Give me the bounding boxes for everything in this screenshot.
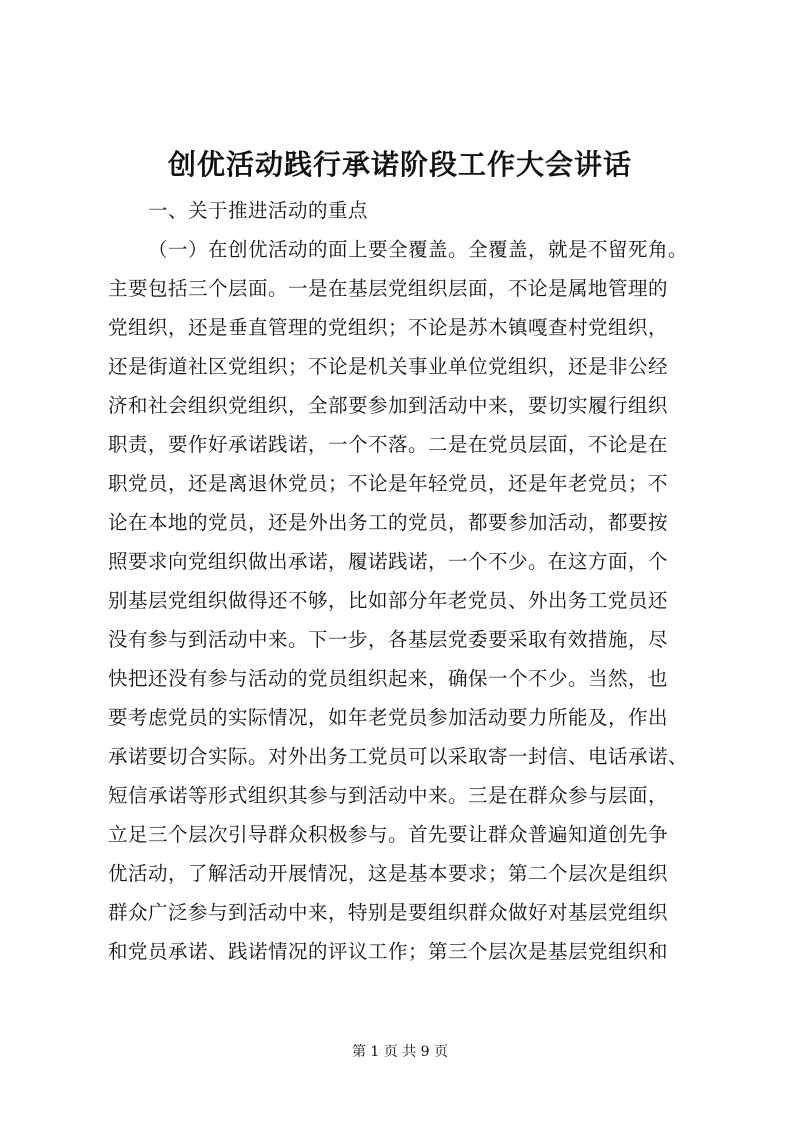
paragraph-line: 没有参与到活动中来。下一步，各基层党委要采取有效措施，尽: [108, 628, 669, 651]
paragraph-line: （一）在创优活动的面上要全覆盖。全覆盖，就是不留死角。: [148, 238, 689, 261]
paragraph-line: 职责，要作好承诺践诺，一个不落。二是在党员层面，不论是在: [108, 433, 669, 456]
paragraph-line: 承诺要切合实际。对外出务工党员可以采取寄一封信、电话承诺、: [108, 745, 689, 768]
paragraph-line: 党组织，还是垂直管理的党组织；不论是苏木镇嘎查村党组织，: [108, 316, 669, 339]
paragraph-line: 别基层党组织做得还不够，比如部分年老党员、外出务工党员还: [108, 589, 669, 612]
paragraph-line: 和党员承诺、践诺情况的评议工作；第三个层次是基层党组织和: [108, 940, 669, 963]
paragraph-line: 群众广泛参与到活动中来，特别是要组织群众做好对基层党组织: [108, 901, 669, 924]
paragraph-line: 快把还没有参与活动的党员组织起来，确保一个不少。当然，也: [108, 667, 669, 690]
paragraph-line: 优活动，了解活动开展情况，这是基本要求；第二个层次是组织: [108, 862, 669, 885]
document-title: 创优活动践行承诺阶段工作大会讲话: [167, 148, 632, 181]
page-number-footer: 第 1 页 共 9 页: [351, 1044, 449, 1060]
paragraph-line: 要考虑党员的实际情况，如年老党员参加活动要力所能及，作出: [108, 706, 669, 729]
paragraph-line: 立足三个层次引导群众积极参与。首先要让群众普遍知道创先争: [108, 823, 669, 846]
paragraph-line: 照要求向党组织做出承诺，履诺践诺，一个不少。在这方面，个: [108, 550, 669, 573]
paragraph-line: 还是街道社区党组织；不论是机关事业单位党组织，还是非公经: [108, 355, 669, 378]
paragraph-line: 职党员，还是离退休党员；不论是年轻党员，还是年老党员；不: [108, 472, 669, 495]
section-heading: 一、关于推进活动的重点: [148, 199, 369, 222]
paragraph-line: 主要包括三个层面。一是在基层党组织层面，不论是属地管理的: [108, 277, 669, 300]
paragraph-line: 短信承诺等形式组织其参与到活动中来。三是在群众参与层面，: [108, 784, 669, 807]
paragraph-line: 济和社会组织党组织，全部要参加到活动中来，要切实履行组织: [108, 394, 669, 417]
paragraph-line: 论在本地的党员，还是外出务工的党员，都要参加活动，都要按: [108, 511, 669, 534]
